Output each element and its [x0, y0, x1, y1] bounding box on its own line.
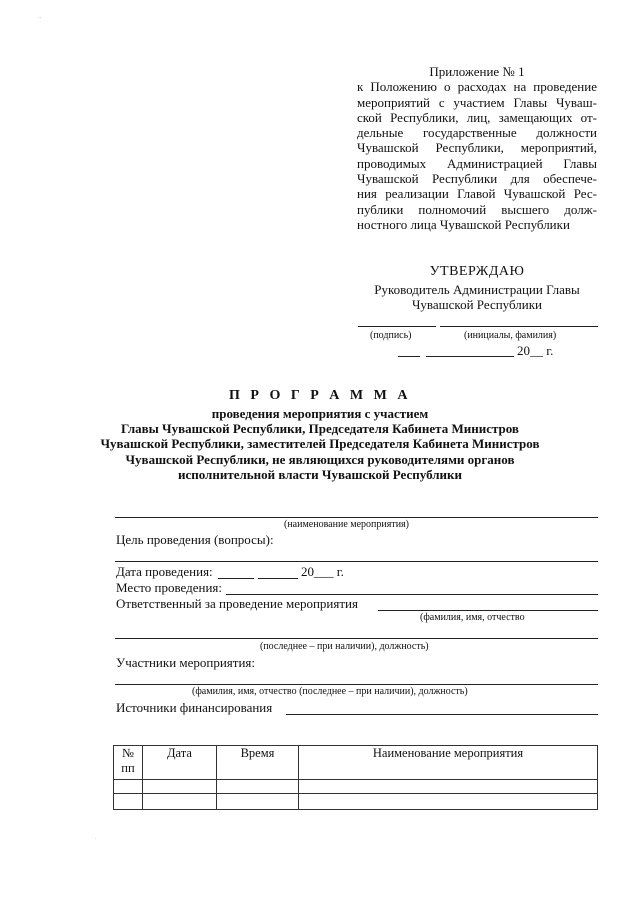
appendix-heading: Приложение № 1	[429, 64, 525, 79]
participants-caption: (фамилия, имя, отчество (последнее – при наличии), должность)	[192, 686, 468, 697]
purpose-label: Цель проведения (вопросы):	[116, 532, 274, 547]
month-line[interactable]	[426, 356, 514, 357]
approval-position-line2: Чувашской Республики	[411, 297, 543, 312]
approval-position-line1: Руководитель Администрации Главы	[374, 281, 580, 297]
appendix-block	[357, 64, 597, 232]
event-name-caption: (наименование мероприятия)	[284, 519, 409, 530]
table-cell[interactable]	[217, 780, 299, 794]
funding-label: Источники финансирования	[116, 700, 273, 715]
appendix-line: дельные государственные должности	[357, 125, 597, 141]
program-subtitle-line: исполнительной власти Чувашской Республики	[177, 466, 463, 482]
signature-line[interactable]	[358, 326, 436, 327]
place-label: Место проведения:	[116, 580, 223, 595]
program-title-block	[100, 388, 540, 482]
scan-mark: ..	[38, 14, 41, 20]
program-subtitle-line: Чувашской Республики, не являющихся руководителями органов	[125, 451, 515, 467]
appendix-line: к Положению о расходах на проведение	[357, 79, 597, 95]
responsible-line[interactable]	[378, 610, 598, 611]
table-cell[interactable]	[114, 794, 143, 810]
col-number-line1: №	[122, 746, 134, 760]
purpose-line[interactable]	[115, 561, 598, 562]
table-header-row	[114, 746, 598, 780]
appendix-line: Чувашской Республики, мероприятий,	[357, 140, 597, 156]
participants-line[interactable]	[115, 684, 598, 685]
program-subtitle-line: Главы Чувашской Республики, Председателя Кабинета Министров	[121, 421, 519, 437]
appendix-line: мероприятий с участием Главы Чуваш-	[357, 94, 597, 110]
table-cell[interactable]	[143, 780, 217, 794]
approval-title: УТВЕРЖДАЮ	[429, 264, 525, 279]
table-cell[interactable]	[299, 780, 598, 794]
participants-label: Участники мероприятия:	[116, 655, 256, 670]
place-line[interactable]	[226, 594, 598, 595]
responsible-label: Ответственный за проведение мероприятия	[116, 596, 358, 611]
initials-line[interactable]	[440, 326, 598, 327]
table-cell[interactable]	[217, 794, 299, 810]
scan-mark: .	[95, 835, 97, 841]
date-day-line[interactable]	[218, 578, 254, 579]
program-subtitle-line: проведения мероприятия с участием	[211, 406, 429, 421]
table-row	[114, 780, 598, 794]
responsible-line-2[interactable]	[115, 638, 598, 639]
appendix-line: публики полномочий высшего долж-	[357, 201, 597, 217]
initials-caption: (инициалы, фамилия)	[464, 330, 557, 341]
col-time-header: Время	[217, 746, 299, 780]
day-line[interactable]	[398, 356, 420, 357]
date-label: Дата проведения:	[116, 564, 213, 579]
program-table	[113, 745, 598, 810]
appendix-line: проводимых Администрацией Главы	[357, 155, 597, 171]
col-date-header: Дата	[143, 746, 217, 780]
appendix-line: ностного лица Чувашской Республики	[357, 216, 570, 232]
col-number-line2: пп	[121, 761, 135, 775]
approval-date-year: 20__ г.	[517, 343, 554, 358]
appendix-line: ской Республики, лиц, замещающих от-	[357, 109, 597, 125]
funding-line[interactable]	[286, 714, 598, 715]
patronymic-caption: (последнее – при наличии), должность)	[260, 641, 429, 652]
date-year: 20___ г.	[301, 564, 344, 579]
appendix-line: ния реализации Главой Чувашской Рес-	[357, 186, 597, 202]
col-number-header	[114, 746, 143, 780]
table-cell[interactable]	[299, 794, 598, 810]
program-subtitle-line: Чувашской Республики, заместителей Председателя Кабинета Министров	[100, 436, 540, 452]
fio-caption: (фамилия, имя, отчество	[420, 612, 525, 623]
event-name-line[interactable]	[115, 517, 598, 518]
appendix-line: Чувашской Республики для обеспече-	[357, 171, 597, 187]
table-row	[114, 794, 598, 810]
signature-caption: (подпись)	[370, 330, 412, 341]
col-name-header: Наименование мероприятия	[299, 746, 598, 780]
table-cell[interactable]	[143, 794, 217, 810]
table-cell[interactable]	[114, 780, 143, 794]
approval-block	[357, 264, 597, 313]
date-month-line[interactable]	[258, 578, 298, 579]
program-title: П Р О Г Р А М М А	[229, 388, 411, 403]
